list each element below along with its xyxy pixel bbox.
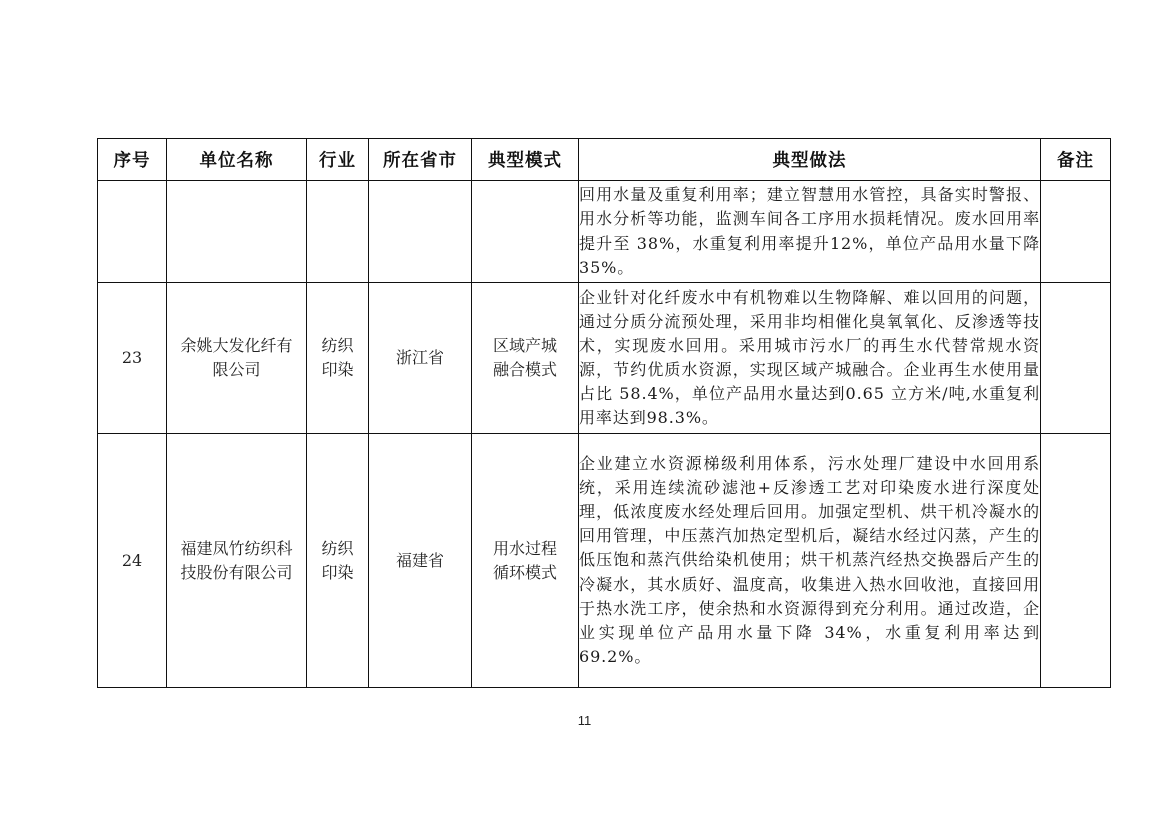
cell-serial-number: 24 — [98, 434, 167, 688]
cell-unit-name — [167, 283, 307, 434]
header-unit-name: 单位名称 — [167, 139, 307, 181]
header-serial-number: 序号 — [98, 139, 167, 181]
table-row — [98, 181, 1111, 283]
table-header-row — [98, 139, 1111, 181]
industry-text: 纺织印染 — [321, 538, 354, 582]
cell-province: 福建省 — [369, 434, 472, 688]
cell-industry — [307, 434, 369, 688]
cell-province — [369, 181, 472, 283]
cell-remarks — [1041, 181, 1111, 283]
typical-mode-text: 区域产城融合模式 — [492, 336, 557, 379]
cell-typical-practice: 回用水量及重复利用率；建立智慧用水管控，具备实时警报、用水分析等功能，监测车间各工序用水损耗情况。废水回用率提升至 38%，水重复利用率提升12%，单位产品用水量下降 35%。 — [579, 181, 1041, 283]
cell-typical-practice: 企业针对化纤废水中有机物难以生物降解、难以回用的问题，通过分质分流预处理，采用非均相催化臭氧氧化、反渗透等技术，实现废水回用。采用城市污水厂的再生水代替常规水资源，节约优质水资源，实现区域产城融合。企业再生水使用量占比 58.4%，单位产品用水量达到0.65 立方米/吨,水重复利用率达到98.3%。 — [579, 283, 1041, 434]
unit-name-text: 余姚大发化纤有限公司 — [180, 336, 293, 379]
table-row — [98, 283, 1111, 434]
industry-text: 纺织印染 — [321, 336, 354, 379]
unit-name-text: 福建凤竹纺织科技股份有限公司 — [180, 538, 293, 582]
header-typical-mode: 典型模式 — [472, 139, 579, 181]
typical-cases-table — [97, 138, 1111, 688]
typical-mode-text: 用水过程循环模式 — [492, 538, 557, 582]
cell-unit-name — [167, 434, 307, 688]
cell-typical-mode — [472, 434, 579, 688]
header-remarks: 备注 — [1041, 139, 1111, 181]
header-industry: 行业 — [307, 139, 369, 181]
cell-unit-name — [167, 181, 307, 283]
cell-typical-mode — [472, 181, 579, 283]
table-row — [98, 434, 1111, 688]
cell-serial-number — [98, 181, 167, 283]
cell-typical-practice: 企业建立水资源梯级利用体系，污水处理厂建设中水回用系统，采用连续流砂滤池+反渗透工艺对印染废水进行深度处理，低浓度废水经处理后回用。加强定型机、烘干机冷凝水的回用管理，中压蒸汽加热定型机后，凝结水经过闪蒸，产生的低压饱和蒸汽供给染机使用；烘干机蒸汽经热交换器后产生的冷凝水，其水质好、温度高，收集进入热水回收池，直接回用于热水洗工序，使余热和水资源得到充分利用。通过改造，企业实现单位产品用水量下降 34%，水重复利用率达到 69.2%。 — [579, 434, 1041, 688]
page-number: 11 — [577, 713, 592, 728]
cell-typical-mode — [472, 283, 579, 434]
cell-remarks — [1041, 434, 1111, 688]
cell-industry — [307, 283, 369, 434]
header-province: 所在省市 — [369, 139, 472, 181]
cell-serial-number: 23 — [98, 283, 167, 434]
cell-remarks — [1041, 283, 1111, 434]
header-typical-practice: 典型做法 — [579, 139, 1041, 181]
cell-industry — [307, 181, 369, 283]
cell-province: 浙江省 — [369, 283, 472, 434]
